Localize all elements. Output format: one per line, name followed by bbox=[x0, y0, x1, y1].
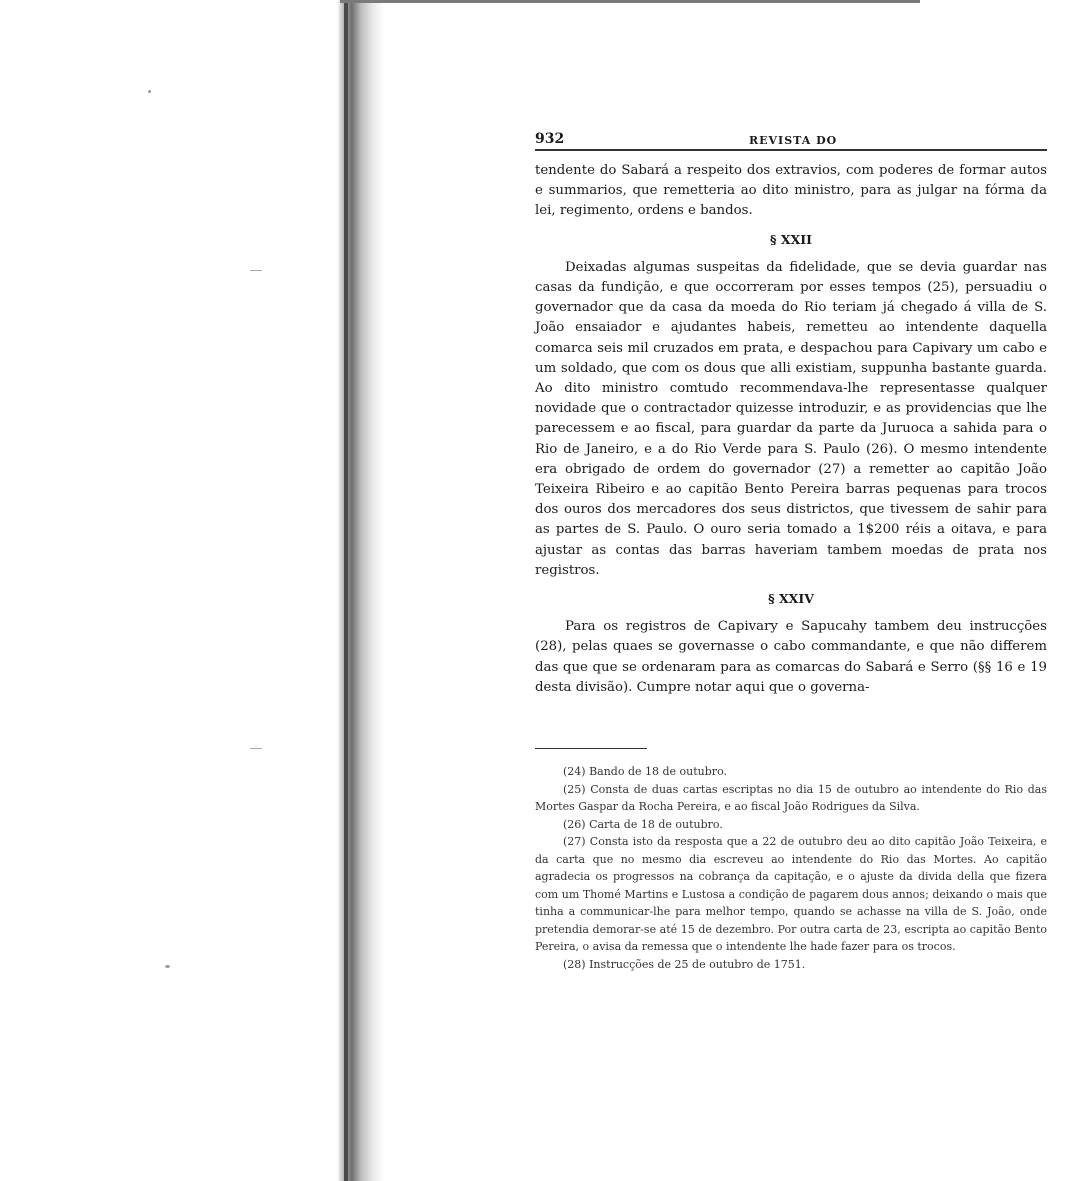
book-page bbox=[535, 125, 1047, 973]
footnote-rule bbox=[535, 748, 647, 749]
section-xxii-paragraph: Deixadas algumas suspeitas da fidelidade, que se devia guardar nas casas da fundição, e que occorreram por esses tempos (25), persuadiu o governador que da casa da moeda do Rio teriam já chegado á villa de S. João ensaiador e ajudantes habeis, remetteu ao intendente daquella comarca seis mil cruzados em prata, e despachou para Capivary um cabo e um soldado, que com os dous que alli existiam, suppunha bastante guarda. Ao dito ministro comtudo recommendava-lhe representasse qualquer novidade que o contractador quizesse introduzir, e as providencias que lhe parecessem e ao fiscal, para guardar da parte da Juruoca a sahida para o Rio de Janeiro, e a do Rio Verde para S. Paulo (26). O mesmo intendente era obrigado de ordem do governador (27) a remetter ao capitão João Teixeira Ribeiro e ao capitão Bento Pereira barras pequenas para trocos dos ouros dos mercadores dos seus districtos, que tivessem de sahir para as partes de S. Paulo. O ouro seria tomado a 1$200 réis a oitava, e para ajustar as contas das barras haveriam tambem moedas de prata nos registros. bbox=[535, 259, 1047, 578]
page-top-edge bbox=[340, 0, 920, 3]
body-text bbox=[535, 161, 1047, 698]
scan-speck bbox=[165, 965, 170, 968]
book-spine-edge bbox=[344, 0, 348, 1181]
intro-paragraph: tendente do Sabará a respeito dos extravios, com poderes de formar autos e summarios, que remetteria ao dito ministro, para as julgar na fórma da lei, regimento, ordens e bandos. bbox=[535, 163, 1047, 219]
scan-speck bbox=[148, 90, 151, 93]
scan-mark bbox=[250, 270, 262, 271]
footnote: (24) Bando de 18 de outubro. bbox=[563, 765, 727, 779]
footnote: (28) Instrucções de 25 de outubro de 1751. bbox=[563, 957, 806, 971]
section-heading-xxii: § XXII bbox=[770, 231, 812, 247]
journal-title: REVISTA DO bbox=[749, 134, 838, 147]
page-number: 932 bbox=[535, 131, 565, 147]
footnote: (26) Carta de 18 de outubro. bbox=[563, 817, 723, 831]
section-xxiv-paragraph: Para os registros de Capivary e Sapucahy tambem deu instrucções (28), pelas quaes se governasse o cabo commandante, e que não differem das que que se ordenaram para as comarcas do Sabará e Serro (§§ 16 e 19 desta divisão). Cumpre notar aqui que o governa- bbox=[535, 619, 1047, 695]
footnotes bbox=[535, 763, 1047, 973]
section-heading-xxiv: § XXIV bbox=[768, 591, 814, 607]
left-scan-margin bbox=[0, 0, 340, 1181]
header-rule bbox=[535, 149, 1047, 151]
footnote: (25) Consta de duas cartas escriptas no dia 15 de outubro ao intendente do Rio das Mortes Gaspar da Rocha Pereira, e ao fiscal João Rodrigues da Silva. bbox=[535, 782, 1047, 814]
running-head bbox=[535, 125, 1047, 149]
footnote: (27) Consta isto da resposta que a 22 de outubro deu ao dito capitão João Teixeira, e da carta que no mesmo dia escreveu ao intendente do Rio das Mortes. Ao capitão agradecia os progressos na cobrança da capitação, e o ajuste da divida della que fizera com um Thomé Martins e Lustosa a condição de pagarem dous annos; deixando o mais que tinha a communicar-lhe para melhor tempo, quando se achasse na villa de S. João, onde pretendia demorar-se até 15 de dezembro. Por outra carta de 23, escripta ao capitão Bento Pereira, o avisa da remessa que o intendente lhe hade fazer para os trocos. bbox=[535, 835, 1047, 954]
scan-mark bbox=[250, 748, 262, 749]
